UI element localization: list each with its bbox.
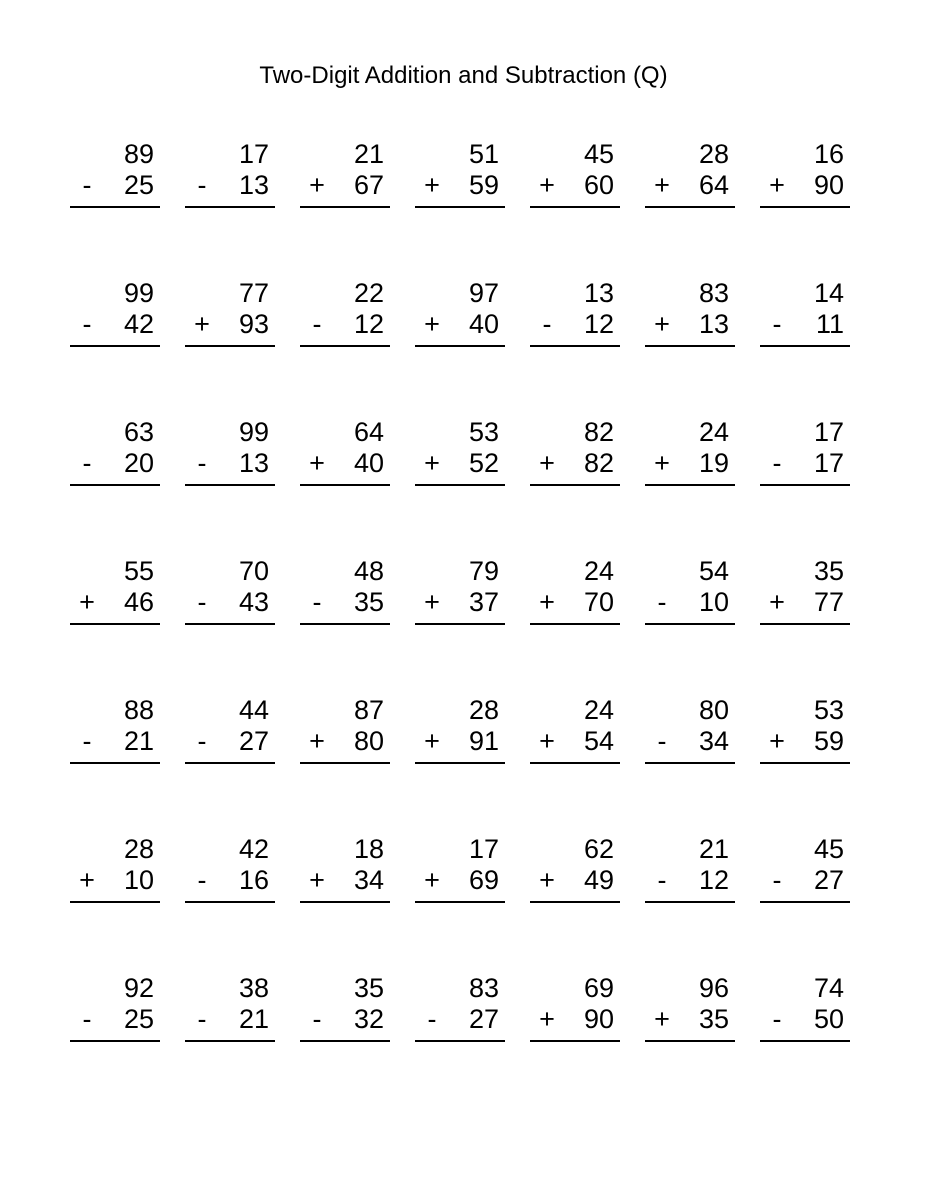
answer-line (185, 1040, 275, 1042)
problem-r7-c1 (70, 973, 160, 1042)
top-operand: 74 (813, 973, 844, 1003)
operand-row (70, 865, 160, 896)
operand-row (300, 170, 390, 201)
top-operand: 35 (813, 556, 844, 586)
operand-row (760, 865, 850, 896)
answer-line (760, 1040, 850, 1042)
answer-line (530, 901, 620, 903)
operand-row (645, 1004, 735, 1035)
operand-row (760, 170, 850, 201)
problem-r4-c1 (70, 556, 160, 625)
top-operand: 99 (238, 417, 269, 447)
operand-row (70, 309, 160, 340)
bottom-operand: 34 (353, 865, 384, 895)
answer-line (530, 623, 620, 625)
answer-line (760, 484, 850, 486)
bottom-operand: 27 (238, 726, 269, 756)
problem-r2-c2 (185, 278, 275, 347)
operator: - (82, 170, 92, 200)
bottom-operand: 12 (698, 865, 729, 895)
answer-line (185, 762, 275, 764)
answer-line (760, 901, 850, 903)
top-operand: 17 (468, 834, 499, 864)
operand-row (185, 448, 275, 479)
operator: + (309, 865, 325, 895)
operand-row (415, 587, 505, 618)
operator: - (542, 309, 552, 339)
problem-r1-c2 (185, 139, 275, 208)
top-operand: 28 (123, 834, 154, 864)
bottom-operand: 82 (583, 448, 614, 478)
problem-r7-c7 (760, 973, 850, 1042)
operator: - (657, 587, 667, 617)
problem-r1-c7 (760, 139, 850, 208)
top-operand: 24 (583, 556, 614, 586)
bottom-operand: 27 (813, 865, 844, 895)
bottom-operand: 25 (123, 1004, 154, 1034)
answer-line (760, 206, 850, 208)
answer-line (185, 623, 275, 625)
top-operand: 79 (468, 556, 499, 586)
answer-line (645, 762, 735, 764)
bottom-operand: 59 (813, 726, 844, 756)
bottom-operand: 12 (353, 309, 384, 339)
operand-row (185, 865, 275, 896)
top-operand: 51 (468, 139, 499, 169)
problem-r5-c7 (760, 695, 850, 764)
problem-r3-c1 (70, 417, 160, 486)
answer-line (70, 484, 160, 486)
problem-r6-c7 (760, 834, 850, 903)
operand-row (530, 170, 620, 201)
operator: - (657, 726, 667, 756)
top-operand: 24 (698, 417, 729, 447)
operator: + (424, 448, 440, 478)
problem-r2-c3 (300, 278, 390, 347)
bottom-operand: 50 (813, 1004, 844, 1034)
problem-r7-c6 (645, 973, 735, 1042)
answer-line (645, 345, 735, 347)
bottom-operand: 32 (353, 1004, 384, 1034)
problem-r3-c5 (530, 417, 620, 486)
bottom-operand: 70 (583, 587, 614, 617)
problem-r1-c3 (300, 139, 390, 208)
top-operand: 87 (353, 695, 384, 725)
top-operand: 44 (238, 695, 269, 725)
bottom-operand: 46 (123, 587, 154, 617)
problem-r5-c6 (645, 695, 735, 764)
operator: + (539, 865, 555, 895)
answer-line (415, 623, 505, 625)
answer-line (760, 762, 850, 764)
bottom-operand: 77 (813, 587, 844, 617)
operand-row (415, 726, 505, 757)
bottom-operand: 54 (583, 726, 614, 756)
answer-line (415, 901, 505, 903)
answer-line (300, 901, 390, 903)
top-operand: 88 (123, 695, 154, 725)
answer-line (415, 1040, 505, 1042)
top-operand: 28 (698, 139, 729, 169)
top-operand: 45 (813, 834, 844, 864)
bottom-operand: 21 (238, 1004, 269, 1034)
operator: + (424, 309, 440, 339)
top-operand: 80 (698, 695, 729, 725)
top-operand: 48 (353, 556, 384, 586)
answer-line (645, 206, 735, 208)
operand-row (760, 309, 850, 340)
operator: - (82, 726, 92, 756)
bottom-operand: 91 (468, 726, 499, 756)
operand-row (760, 726, 850, 757)
operand-row (70, 170, 160, 201)
operand-row (300, 309, 390, 340)
answer-line (415, 484, 505, 486)
operand-row (300, 726, 390, 757)
operand-row (760, 1004, 850, 1035)
top-operand: 82 (583, 417, 614, 447)
top-operand: 18 (353, 834, 384, 864)
bottom-operand: 69 (468, 865, 499, 895)
operand-row (645, 170, 735, 201)
operator: + (769, 726, 785, 756)
problem-r6-c4 (415, 834, 505, 903)
operand-row (530, 1004, 620, 1035)
problem-r2-c4 (415, 278, 505, 347)
operand-row (760, 448, 850, 479)
problem-r2-c1 (70, 278, 160, 347)
operand-row (645, 309, 735, 340)
top-operand: 35 (353, 973, 384, 1003)
problem-r7-c5 (530, 973, 620, 1042)
answer-line (760, 345, 850, 347)
operand-row (70, 448, 160, 479)
answer-line (185, 901, 275, 903)
operator: + (424, 865, 440, 895)
answer-line (300, 623, 390, 625)
operand-row (645, 448, 735, 479)
bottom-operand: 11 (815, 309, 844, 339)
answer-line (415, 345, 505, 347)
problem-r4-c5 (530, 556, 620, 625)
operand-row (760, 587, 850, 618)
top-operand: 83 (698, 278, 729, 308)
problem-r5-c4 (415, 695, 505, 764)
operator: - (197, 865, 207, 895)
operand-row (70, 1004, 160, 1035)
operator: - (197, 726, 207, 756)
bottom-operand: 90 (583, 1004, 614, 1034)
bottom-operand: 52 (468, 448, 499, 478)
top-operand: 14 (813, 278, 844, 308)
problem-r3-c6 (645, 417, 735, 486)
problem-r4-c4 (415, 556, 505, 625)
answer-line (70, 345, 160, 347)
problem-r4-c3 (300, 556, 390, 625)
operator: - (197, 1004, 207, 1034)
operand-row (645, 726, 735, 757)
bottom-operand: 10 (698, 587, 729, 617)
bottom-operand: 67 (353, 170, 384, 200)
operator: + (309, 448, 325, 478)
operand-row (645, 587, 735, 618)
bottom-operand: 80 (353, 726, 384, 756)
problem-r6-c3 (300, 834, 390, 903)
answer-line (530, 484, 620, 486)
problem-r1-c4 (415, 139, 505, 208)
operator: + (424, 587, 440, 617)
top-operand: 89 (123, 139, 154, 169)
top-operand: 99 (123, 278, 154, 308)
operand-row (300, 865, 390, 896)
answer-line (70, 206, 160, 208)
operand-row (300, 1004, 390, 1035)
top-operand: 96 (698, 973, 729, 1003)
answer-line (645, 623, 735, 625)
operand-row (645, 865, 735, 896)
bottom-operand: 43 (238, 587, 269, 617)
operator: + (79, 865, 95, 895)
operand-row (415, 865, 505, 896)
operator: + (79, 587, 95, 617)
answer-line (530, 1040, 620, 1042)
answer-line (530, 345, 620, 347)
bottom-operand: 40 (468, 309, 499, 339)
operand-row (70, 587, 160, 618)
problem-r2-c5 (530, 278, 620, 347)
problem-r2-c6 (645, 278, 735, 347)
top-operand: 38 (238, 973, 269, 1003)
bottom-operand: 40 (353, 448, 384, 478)
operator: - (82, 309, 92, 339)
top-operand: 53 (813, 695, 844, 725)
operand-row (185, 309, 275, 340)
problem-r3-c3 (300, 417, 390, 486)
top-operand: 21 (353, 139, 384, 169)
bottom-operand: 35 (698, 1004, 729, 1034)
bottom-operand: 59 (468, 170, 499, 200)
answer-line (70, 1040, 160, 1042)
top-operand: 17 (238, 139, 269, 169)
operator: - (772, 309, 782, 339)
bottom-operand: 90 (813, 170, 844, 200)
problem-r1-c5 (530, 139, 620, 208)
problem-r4-c7 (760, 556, 850, 625)
answer-line (760, 623, 850, 625)
top-operand: 28 (468, 695, 499, 725)
operator: + (309, 170, 325, 200)
operand-row (530, 309, 620, 340)
top-operand: 24 (583, 695, 614, 725)
operator: - (82, 1004, 92, 1034)
answer-line (300, 762, 390, 764)
bottom-operand: 19 (698, 448, 729, 478)
worksheet-title: Two-Digit Addition and Subtraction (Q) (259, 62, 668, 89)
bottom-operand: 27 (468, 1004, 499, 1034)
operand-row (415, 170, 505, 201)
answer-line (300, 484, 390, 486)
top-operand: 42 (238, 834, 269, 864)
operator: + (769, 170, 785, 200)
answer-line (645, 901, 735, 903)
problem-r7-c4 (415, 973, 505, 1042)
top-operand: 54 (698, 556, 729, 586)
top-operand: 63 (123, 417, 154, 447)
bottom-operand: 16 (238, 865, 269, 895)
operand-row (530, 448, 620, 479)
operator: - (312, 587, 322, 617)
answer-line (70, 901, 160, 903)
operand-row (185, 1004, 275, 1035)
bottom-operand: 20 (123, 448, 154, 478)
bottom-operand: 21 (123, 726, 154, 756)
operator: + (424, 726, 440, 756)
answer-line (185, 206, 275, 208)
answer-line (185, 345, 275, 347)
operator: + (539, 448, 555, 478)
operator: + (654, 309, 670, 339)
operator: + (539, 726, 555, 756)
answer-line (530, 206, 620, 208)
answer-line (185, 484, 275, 486)
operator: - (312, 1004, 322, 1034)
top-operand: 16 (813, 139, 844, 169)
operator: + (309, 726, 325, 756)
top-operand: 83 (468, 973, 499, 1003)
operator: + (539, 170, 555, 200)
problem-r5-c2 (185, 695, 275, 764)
bottom-operand: 60 (583, 170, 614, 200)
problem-r6-c6 (645, 834, 735, 903)
problem-r3-c2 (185, 417, 275, 486)
top-operand: 22 (353, 278, 384, 308)
answer-line (645, 1040, 735, 1042)
operator: - (772, 1004, 782, 1034)
operand-row (185, 726, 275, 757)
problem-r5-c5 (530, 695, 620, 764)
top-operand: 45 (583, 139, 614, 169)
answer-line (645, 484, 735, 486)
bottom-operand: 34 (698, 726, 729, 756)
operator: + (654, 1004, 670, 1034)
bottom-operand: 49 (583, 865, 614, 895)
operator: + (424, 170, 440, 200)
operator: - (82, 448, 92, 478)
operator: + (654, 448, 670, 478)
top-operand: 21 (698, 834, 729, 864)
bottom-operand: 64 (698, 170, 729, 200)
top-operand: 53 (468, 417, 499, 447)
answer-line (70, 762, 160, 764)
answer-line (300, 1040, 390, 1042)
problem-r6-c5 (530, 834, 620, 903)
bottom-operand: 13 (238, 170, 269, 200)
top-operand: 64 (353, 417, 384, 447)
operator: + (769, 587, 785, 617)
operator: + (194, 309, 210, 339)
problem-r6-c1 (70, 834, 160, 903)
bottom-operand: 12 (583, 309, 614, 339)
operand-row (185, 587, 275, 618)
top-operand: 77 (238, 278, 269, 308)
bottom-operand: 35 (353, 587, 384, 617)
operand-row (70, 726, 160, 757)
top-operand: 69 (583, 973, 614, 1003)
top-operand: 97 (468, 278, 499, 308)
operator: + (539, 1004, 555, 1034)
operand-row (415, 309, 505, 340)
operand-row (415, 448, 505, 479)
answer-line (530, 762, 620, 764)
operator: + (539, 587, 555, 617)
top-operand: 55 (123, 556, 154, 586)
bottom-operand: 37 (468, 587, 499, 617)
operator: - (312, 309, 322, 339)
top-operand: 17 (813, 417, 844, 447)
bottom-operand: 10 (123, 865, 154, 895)
problem-r5-c3 (300, 695, 390, 764)
top-operand: 92 (123, 973, 154, 1003)
operator: - (197, 448, 207, 478)
bottom-operand: 25 (123, 170, 154, 200)
answer-line (70, 623, 160, 625)
operand-row (300, 448, 390, 479)
answer-line (300, 345, 390, 347)
operand-row (300, 587, 390, 618)
operator: - (657, 865, 667, 895)
problem-r2-c7 (760, 278, 850, 347)
problem-r3-c4 (415, 417, 505, 486)
operator: - (772, 865, 782, 895)
operand-row (530, 726, 620, 757)
problem-r7-c2 (185, 973, 275, 1042)
operand-row (530, 865, 620, 896)
operator: - (197, 587, 207, 617)
top-operand: 13 (583, 278, 614, 308)
top-operand: 70 (238, 556, 269, 586)
problem-r1-c1 (70, 139, 160, 208)
problem-r5-c1 (70, 695, 160, 764)
operand-row (415, 1004, 505, 1035)
operator: - (772, 448, 782, 478)
problem-r1-c6 (645, 139, 735, 208)
problem-r4-c2 (185, 556, 275, 625)
answer-line (300, 206, 390, 208)
answer-line (415, 206, 505, 208)
bottom-operand: 13 (238, 448, 269, 478)
operator: + (654, 170, 670, 200)
problem-r7-c3 (300, 973, 390, 1042)
operand-row (185, 170, 275, 201)
bottom-operand: 42 (123, 309, 154, 339)
top-operand: 62 (583, 834, 614, 864)
operand-row (530, 587, 620, 618)
bottom-operand: 17 (813, 448, 844, 478)
operator: - (427, 1004, 437, 1034)
problems-grid (70, 139, 850, 1042)
bottom-operand: 93 (238, 309, 269, 339)
operator: - (197, 170, 207, 200)
bottom-operand: 13 (698, 309, 729, 339)
problem-r6-c2 (185, 834, 275, 903)
answer-line (415, 762, 505, 764)
problem-r3-c7 (760, 417, 850, 486)
problem-r4-c6 (645, 556, 735, 625)
